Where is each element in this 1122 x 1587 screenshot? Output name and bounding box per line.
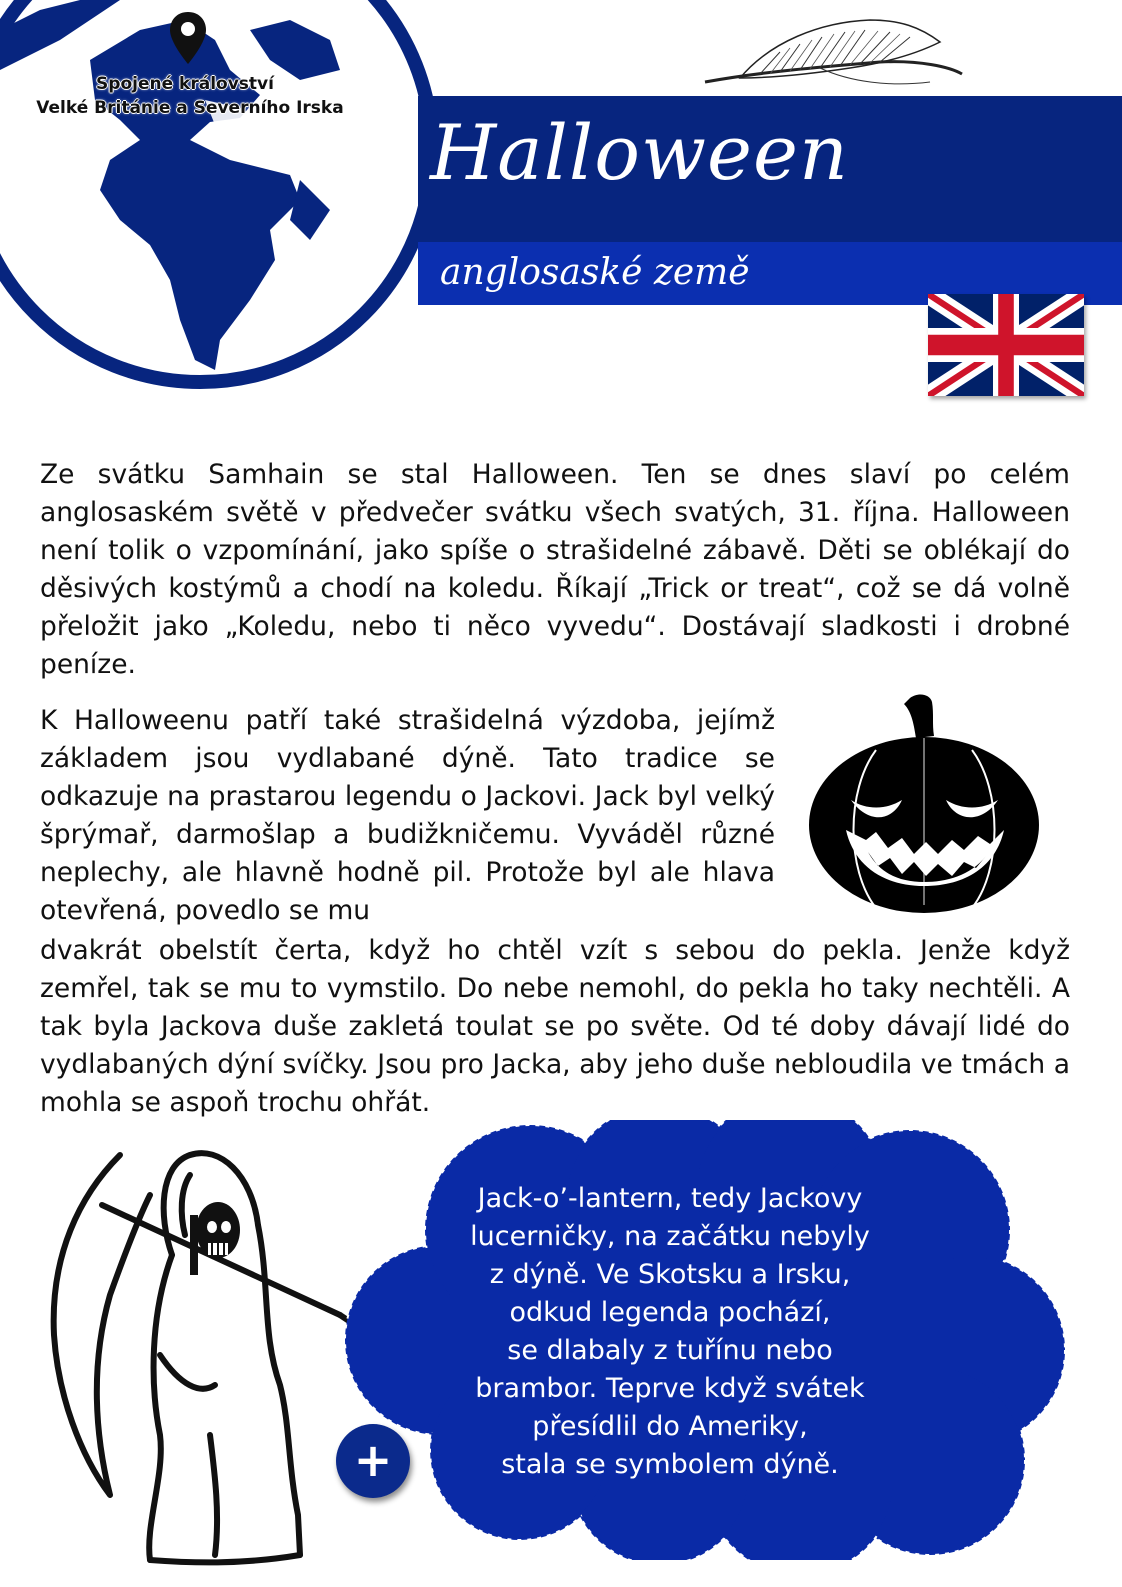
expand-button[interactable] bbox=[336, 1424, 410, 1498]
grim-reaper-illustration bbox=[40, 1135, 360, 1575]
paragraph-jack-legend: K Halloweenu patří také strašidelná výzdoba, jejímž základem jsou vydlabané dýně. Tato tradice se odkazuje na prastarou legendu o Jackovi. Jack byl velký šprýmař, darmošlap a budižkničemu. Vyváděl různé neplechy, ale hlavně hodně pil. Protože byl ale hlava otevřená, povedlo se mu bbox=[40, 705, 775, 926]
info-line: odkud legenda pochází, bbox=[509, 1297, 831, 1328]
paragraph-jack-legend-continued: dvakrát obelstít čerta, když ho chtěl vzít s sebou do pekla. Jenže když zemřel, tak se mu to vymstilo. Do nebe nemohl, do pekla ho taky nechtěli. A tak byla Jackova duše zakletá toulat se po světe. Od té doby dávají lidé do vydlabaných dýní svíčky. Jsou pro Jacka, aby jeho duše nebloudila ve tmách a mohla se aspoň trochu ohřát. bbox=[40, 935, 1070, 1118]
location-country-full: Velké Británie a Severního Irska bbox=[36, 98, 344, 118]
uk-flag-icon bbox=[928, 294, 1084, 396]
info-line: přesídlil do Ameriky, bbox=[532, 1411, 808, 1442]
map-pin-icon bbox=[168, 10, 208, 66]
globe-illustration bbox=[0, 0, 440, 430]
location-country: Spojené království bbox=[96, 74, 274, 94]
jack-o-lantern-illustration bbox=[806, 690, 1046, 915]
feather-illustration bbox=[700, 12, 970, 102]
plus-icon: + bbox=[353, 1433, 393, 1487]
info-line: se dlabaly z tuřínu nebo bbox=[507, 1335, 833, 1366]
info-line: Jack-o’-lantern, tedy Jackovy bbox=[477, 1183, 863, 1214]
info-line: brambor. Teprve když svátek bbox=[475, 1373, 865, 1404]
page-subtitle: anglosaské země bbox=[440, 252, 750, 293]
info-line: stala se symbolem dýně. bbox=[501, 1449, 839, 1480]
paragraph-intro: Ze svátku Samhain se stal Halloween. Ten se dnes slaví po celém anglosaském světě v předvečer svátku všech svatých, 31. října. Halloween není tolik o vzpomínání, jako spíše o strašidelné zábavě. Děti se oblékají do děsivých kostýmů a chodí na koledu. Říkají „Trick or treat“, což se dá volně přeložit jako „Koledu, nebo ti něco vyvedu“. Dostávají sladkosti i drobné peníze. bbox=[40, 459, 1070, 680]
page-title: Halloween bbox=[430, 108, 849, 197]
info-cloud-text bbox=[420, 1180, 920, 1484]
info-line: lucerničky, na začátku nebyly bbox=[470, 1221, 870, 1252]
info-line: z dýně. Ve Skotsku a Irsku, bbox=[489, 1259, 851, 1290]
